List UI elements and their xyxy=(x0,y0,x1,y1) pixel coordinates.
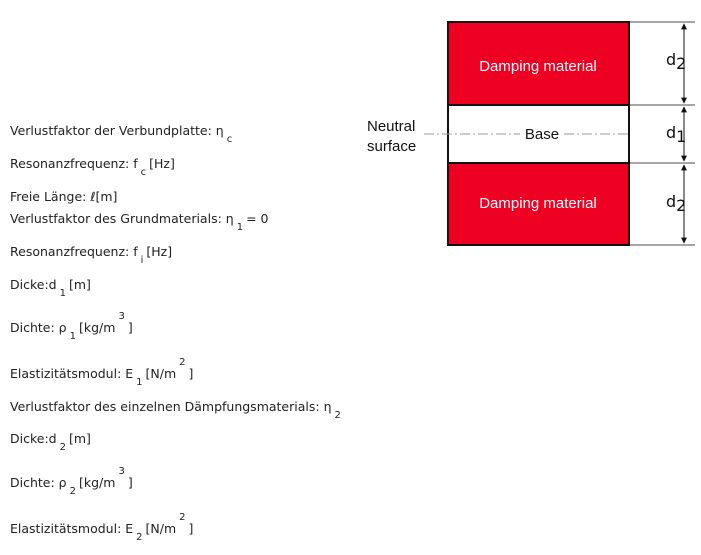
parameter-sup: 2 xyxy=(179,357,186,368)
parameter-unit: [Hz] xyxy=(149,156,175,171)
base-label: Base xyxy=(524,126,560,143)
parameter-sub: 1 xyxy=(136,377,143,388)
parameter-text: Verlustfaktor des Grundmaterials: η xyxy=(10,211,234,226)
parameter-text: Verlustfaktor der Verbundplatte: η xyxy=(10,123,224,138)
parameter-unit: [m] xyxy=(68,277,91,292)
parameter-unit: [kg/m xyxy=(78,475,116,490)
parameter-unit: [N/m xyxy=(145,521,177,536)
top-layer-label: Damping material xyxy=(479,58,597,75)
parameter-text: Resonanzfrequenz: f xyxy=(10,156,138,171)
parameter-text: Dichte: ρ xyxy=(10,475,67,490)
parameter-tail: ] xyxy=(127,475,133,490)
parameter-unit: [Hz] xyxy=(146,244,173,259)
parameter-sub: 1 xyxy=(69,331,76,342)
neutral-label-line1: Neutral xyxy=(367,118,416,135)
parameter-sup: 2 xyxy=(179,512,186,523)
parameter-text: Elastizitätsmodul: E xyxy=(10,521,134,536)
parameter-unit: [N/m xyxy=(145,366,177,381)
parameter-sub: c xyxy=(226,134,233,145)
dimension-label-bottom: d2 xyxy=(666,192,687,215)
parameter-unit: = 0 xyxy=(246,211,269,226)
parameter-sup: 3 xyxy=(118,466,125,477)
parameter-text: Freie Länge: ℓ[m] xyxy=(10,189,118,204)
parameter-sub: c xyxy=(140,167,147,178)
parameter-text: Dicke:d xyxy=(10,431,57,446)
parameter-tail: ] xyxy=(188,366,194,381)
parameter-tail: ] xyxy=(188,521,194,536)
parameter-sub: i xyxy=(140,255,144,266)
dimension-label-top: d2 xyxy=(666,50,687,73)
parameter-unit: [m] xyxy=(68,431,91,446)
parameter-text: Dicke:d xyxy=(10,277,57,292)
parameter-tail: ] xyxy=(127,320,133,335)
parameter-text: Resonanzfrequenz: f xyxy=(10,244,138,259)
parameter-sub: 1 xyxy=(236,222,244,233)
parameter-sub: 2 xyxy=(59,442,66,453)
parameter-sub: 2 xyxy=(136,532,143,543)
parameter-sub: 1 xyxy=(59,288,66,299)
parameter-sub: 2 xyxy=(69,486,76,497)
neutral-label-line2: surface xyxy=(367,138,417,155)
dimension-label-middle: d1 xyxy=(666,123,687,146)
parameter-text: Dichte: ρ xyxy=(10,320,67,335)
parameter-unit: [kg/m xyxy=(78,320,116,335)
bottom-layer-label: Damping material xyxy=(479,195,597,212)
parameter-text: Elastizitätsmodul: E xyxy=(10,366,134,381)
parameter-text: Verlustfaktor des einzelnen Dämpfungsmaterials: η xyxy=(10,399,332,414)
parameter-sub: 2 xyxy=(334,410,341,421)
parameter-sup: 3 xyxy=(118,311,125,322)
